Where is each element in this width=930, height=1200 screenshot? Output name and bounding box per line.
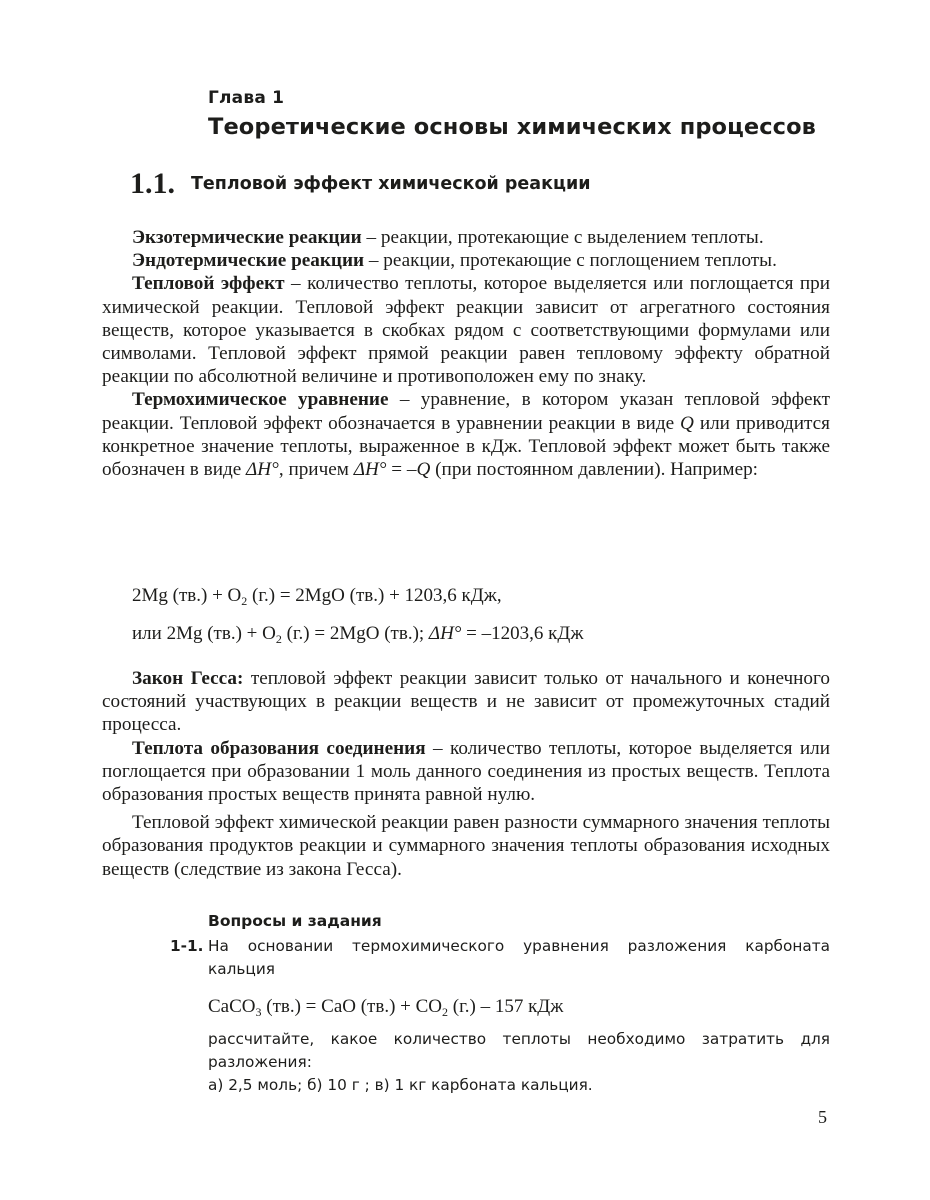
page-number: 5 (818, 1107, 827, 1127)
law-text: – количество теплоты, которое выделяется или поглощается при образовании 1 моль данного соединения из простых веществ. Теплота образования простых веществ принята равной нулю. (102, 737, 830, 806)
equation-part: (г.) – 157 кДж (448, 996, 564, 1017)
subscript: 3 (255, 1005, 262, 1019)
questions-title: Вопросы и задания (208, 912, 382, 930)
law-paragraph (102, 737, 830, 807)
subscript: 2 (241, 594, 248, 608)
subscript: 2 (275, 632, 282, 646)
q-symbol: Q (416, 459, 431, 481)
equation-part: (г.) = 2MgO (тв.) + 1203,6 кДж, (247, 585, 502, 606)
definition-text: (при постоянном давлении). Например: (430, 459, 759, 481)
section-title: Тепловой эффект химической реакции (191, 174, 591, 194)
chapter-title: Теоретические основы химических процессов (208, 114, 817, 140)
delta-h-symbol: ΔH° (428, 623, 462, 644)
definition-text: или приводится конкретное значение теплоты, выраженное в кДж. Тепловой эффект может быть также обозначен в виде (102, 412, 830, 481)
definition-text: – реакции, протекающие с поглощением теплоты. (364, 250, 777, 272)
law-term: Теплота образования соединения (132, 737, 426, 759)
law-text: тепловой эффект реакции зависит только от начального и конечного состояний участвующих в реакции веществ и не зависит от промежуточных стадий процесса. (102, 668, 830, 736)
definition-text: – уравнение, в котором указан тепловой эффект реакции. Тепловой эффект обозначается в уравнении реакции в виде (102, 389, 830, 434)
question-text: На основании термохимического уравнения разложения карбоната кальция (208, 937, 830, 978)
definition-text: – количество теплоты, которое выделяется или поглощается при химической реакции. Тепловой эффект реакции зависит от агрегатного состояния веществ, которое указывается в скобках рядом с соответствующими формулами или символами. Тепловой эффект прямой реакции равен тепловому эффекту обратной реакции по абсолютной величине и противоположен ему по знаку. (102, 273, 830, 388)
equation-part: = –1203,6 кДж (461, 623, 584, 644)
laws-block (102, 667, 830, 881)
question-text: рассчитайте, какое количество теплоты необходимо затратить для разложения: (208, 1030, 830, 1071)
question-options: а) 2,5 моль; б) 10 г ; в) 1 кг карбоната кальция. (208, 1076, 593, 1094)
definition-paragraph (102, 226, 830, 249)
law-paragraph (102, 667, 830, 737)
definition-paragraph (102, 272, 830, 388)
definition-paragraph (102, 249, 830, 272)
definition-paragraph (102, 388, 830, 481)
definition-term: Термохимическое уравнение (132, 389, 389, 411)
delta-h-symbol: ΔH° (353, 459, 387, 481)
definition-text: – реакции, протекающие с выделением теплоты. (361, 227, 764, 248)
question-item (170, 935, 830, 1097)
equation-1 (132, 585, 502, 607)
definitions-block (102, 226, 830, 481)
definition-term: Тепловой эффект (132, 273, 285, 295)
definition-term: Экзотермические реакции (132, 227, 362, 248)
equation-part: 2Mg (тв.) + O (132, 585, 242, 606)
definition-term: Эндотермические реакции (132, 250, 365, 272)
section-heading (130, 167, 590, 201)
equation-2 (132, 623, 583, 645)
equation-part: (г.) = 2MgO (тв.); (281, 623, 429, 644)
delta-h-symbol: ΔH° (246, 459, 279, 481)
question-equation (208, 995, 830, 1018)
equation-part: CaCO (208, 996, 256, 1017)
definition-text: = – (386, 459, 417, 481)
equation-part: (тв.) = CaO (тв.) + CO (261, 996, 443, 1017)
law-paragraph (102, 811, 830, 881)
definition-text: , причем (278, 459, 354, 481)
chapter-label: Глава 1 (208, 88, 285, 108)
law-text: Тепловой эффект химической реакции равен разности суммарного значения теплоты образования продуктов реакции и суммарного значения теплоты образования исходных веществ (следствие из закона Гесса). (102, 812, 830, 880)
law-term: Закон Гесса: (132, 668, 244, 689)
q-symbol: Q (680, 412, 694, 434)
section-number: 1.1. (130, 167, 175, 200)
question-number: 1-1. (170, 937, 204, 955)
subscript: 2 (442, 1005, 449, 1019)
equation-part: или 2Mg (тв.) + O (132, 623, 276, 644)
